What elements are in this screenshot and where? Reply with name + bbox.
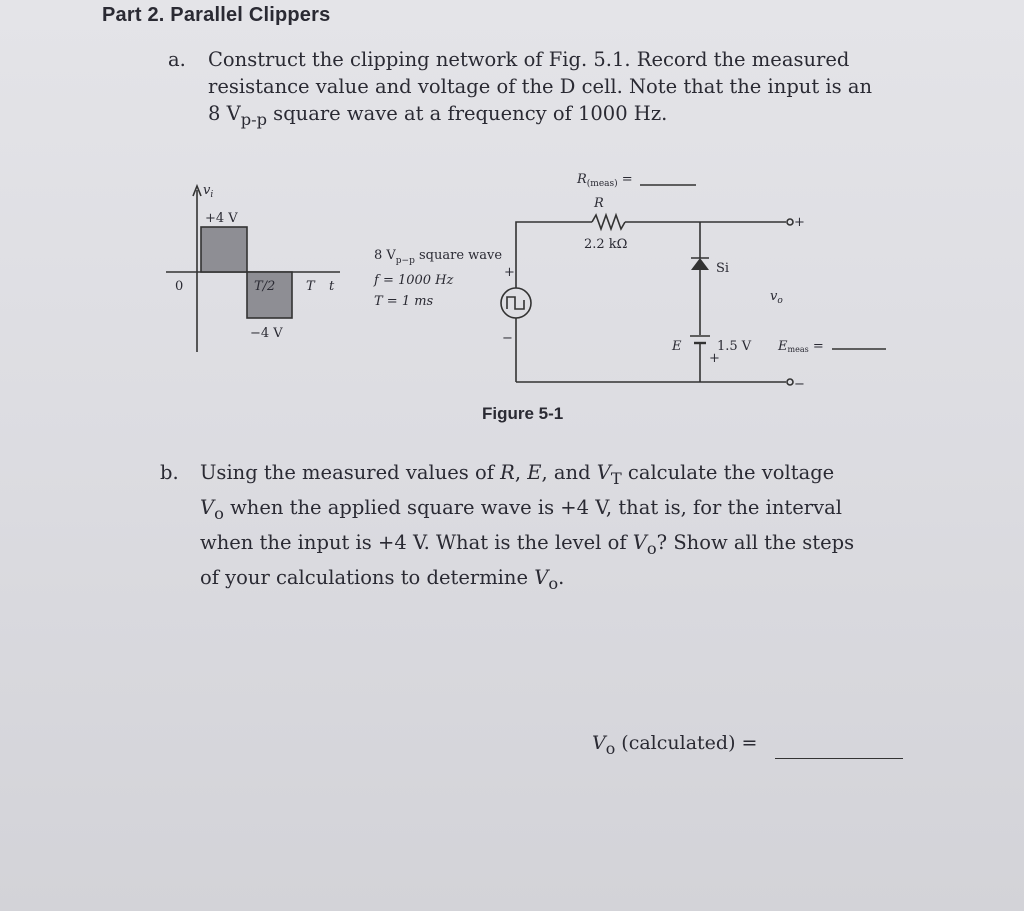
origin-label: 0: [175, 279, 184, 294]
figure-caption: Figure 5-1: [482, 404, 564, 423]
period-label: T: [306, 279, 315, 294]
vo-label: $v_o$: [770, 289, 783, 306]
question-b-label: b.: [160, 461, 179, 484]
minus-4v-label: −4 V: [250, 326, 283, 341]
source-desc: 8 $V_{p-p}$ square wave: [374, 248, 503, 266]
question-a-label: a.: [168, 48, 186, 71]
square-wave-glyph: [507, 297, 524, 309]
e-meas-label: Emeas =: [778, 339, 824, 354]
battery-name: E: [672, 339, 682, 354]
half-period-label: T/2: [254, 279, 276, 294]
resistor-value: 2.2 kΩ: [584, 237, 628, 252]
battery-plus: +: [709, 351, 720, 366]
positive-half-cycle: [201, 227, 247, 272]
output-terminal-plus: [787, 219, 793, 225]
question-a-line3-rest: square wave at a frequency of 1000 Hz.: [266, 102, 668, 125]
r-meas-label: $R_{(meas)}$ =: [577, 172, 633, 189]
wire-left-top: [516, 222, 592, 288]
resistor: [592, 215, 625, 229]
plus-4v-label: +4 V: [205, 211, 238, 226]
question-b-line1: Using the measured values of R, E, and $V_T$ calculate the voltage: [200, 461, 835, 488]
source-period: T = 1 ms: [374, 294, 434, 309]
source-frequency: f = 1000 Hz: [374, 273, 454, 288]
output-minus: −: [794, 377, 805, 392]
diode-label: Si: [716, 261, 730, 276]
square-wave-source: [501, 288, 531, 318]
vi-label: $v_i$: [203, 183, 214, 200]
resistor-name: R: [594, 196, 604, 211]
question-b-text: [200, 458, 910, 598]
vo-calculated-label: $V_o$ (calculated) =: [592, 732, 758, 758]
part-title: Part 2. Parallel Clippers: [102, 4, 331, 26]
question-a-line2: resistance value and voltage of the D cell. Note that the input is an: [208, 75, 873, 98]
source-minus: −: [502, 331, 513, 346]
question-b-line2: $V_o$ when the applied square wave is +4 V, that is, for the interval: [200, 495, 842, 523]
vo-answer-blank: [775, 758, 903, 759]
question-b-line4: of your calculations to determine $V_o$.: [200, 565, 565, 593]
vpp-symbol: 8 V: [208, 102, 241, 125]
time-label: t: [329, 279, 335, 294]
vpp-subscript: p-p: [240, 109, 267, 129]
output-terminal-minus: [787, 379, 793, 385]
output-plus: +: [794, 215, 805, 230]
battery-value: 1.5 V: [717, 339, 752, 354]
diode-triangle: [691, 258, 709, 270]
source-plus: +: [504, 265, 515, 280]
question-a-line1: Construct the clipping network of Fig. 5.1. Record the measured: [208, 48, 850, 71]
question-b-line3: when the input is +4 V. What is the level of $V_o$? Show all the steps: [200, 530, 855, 558]
